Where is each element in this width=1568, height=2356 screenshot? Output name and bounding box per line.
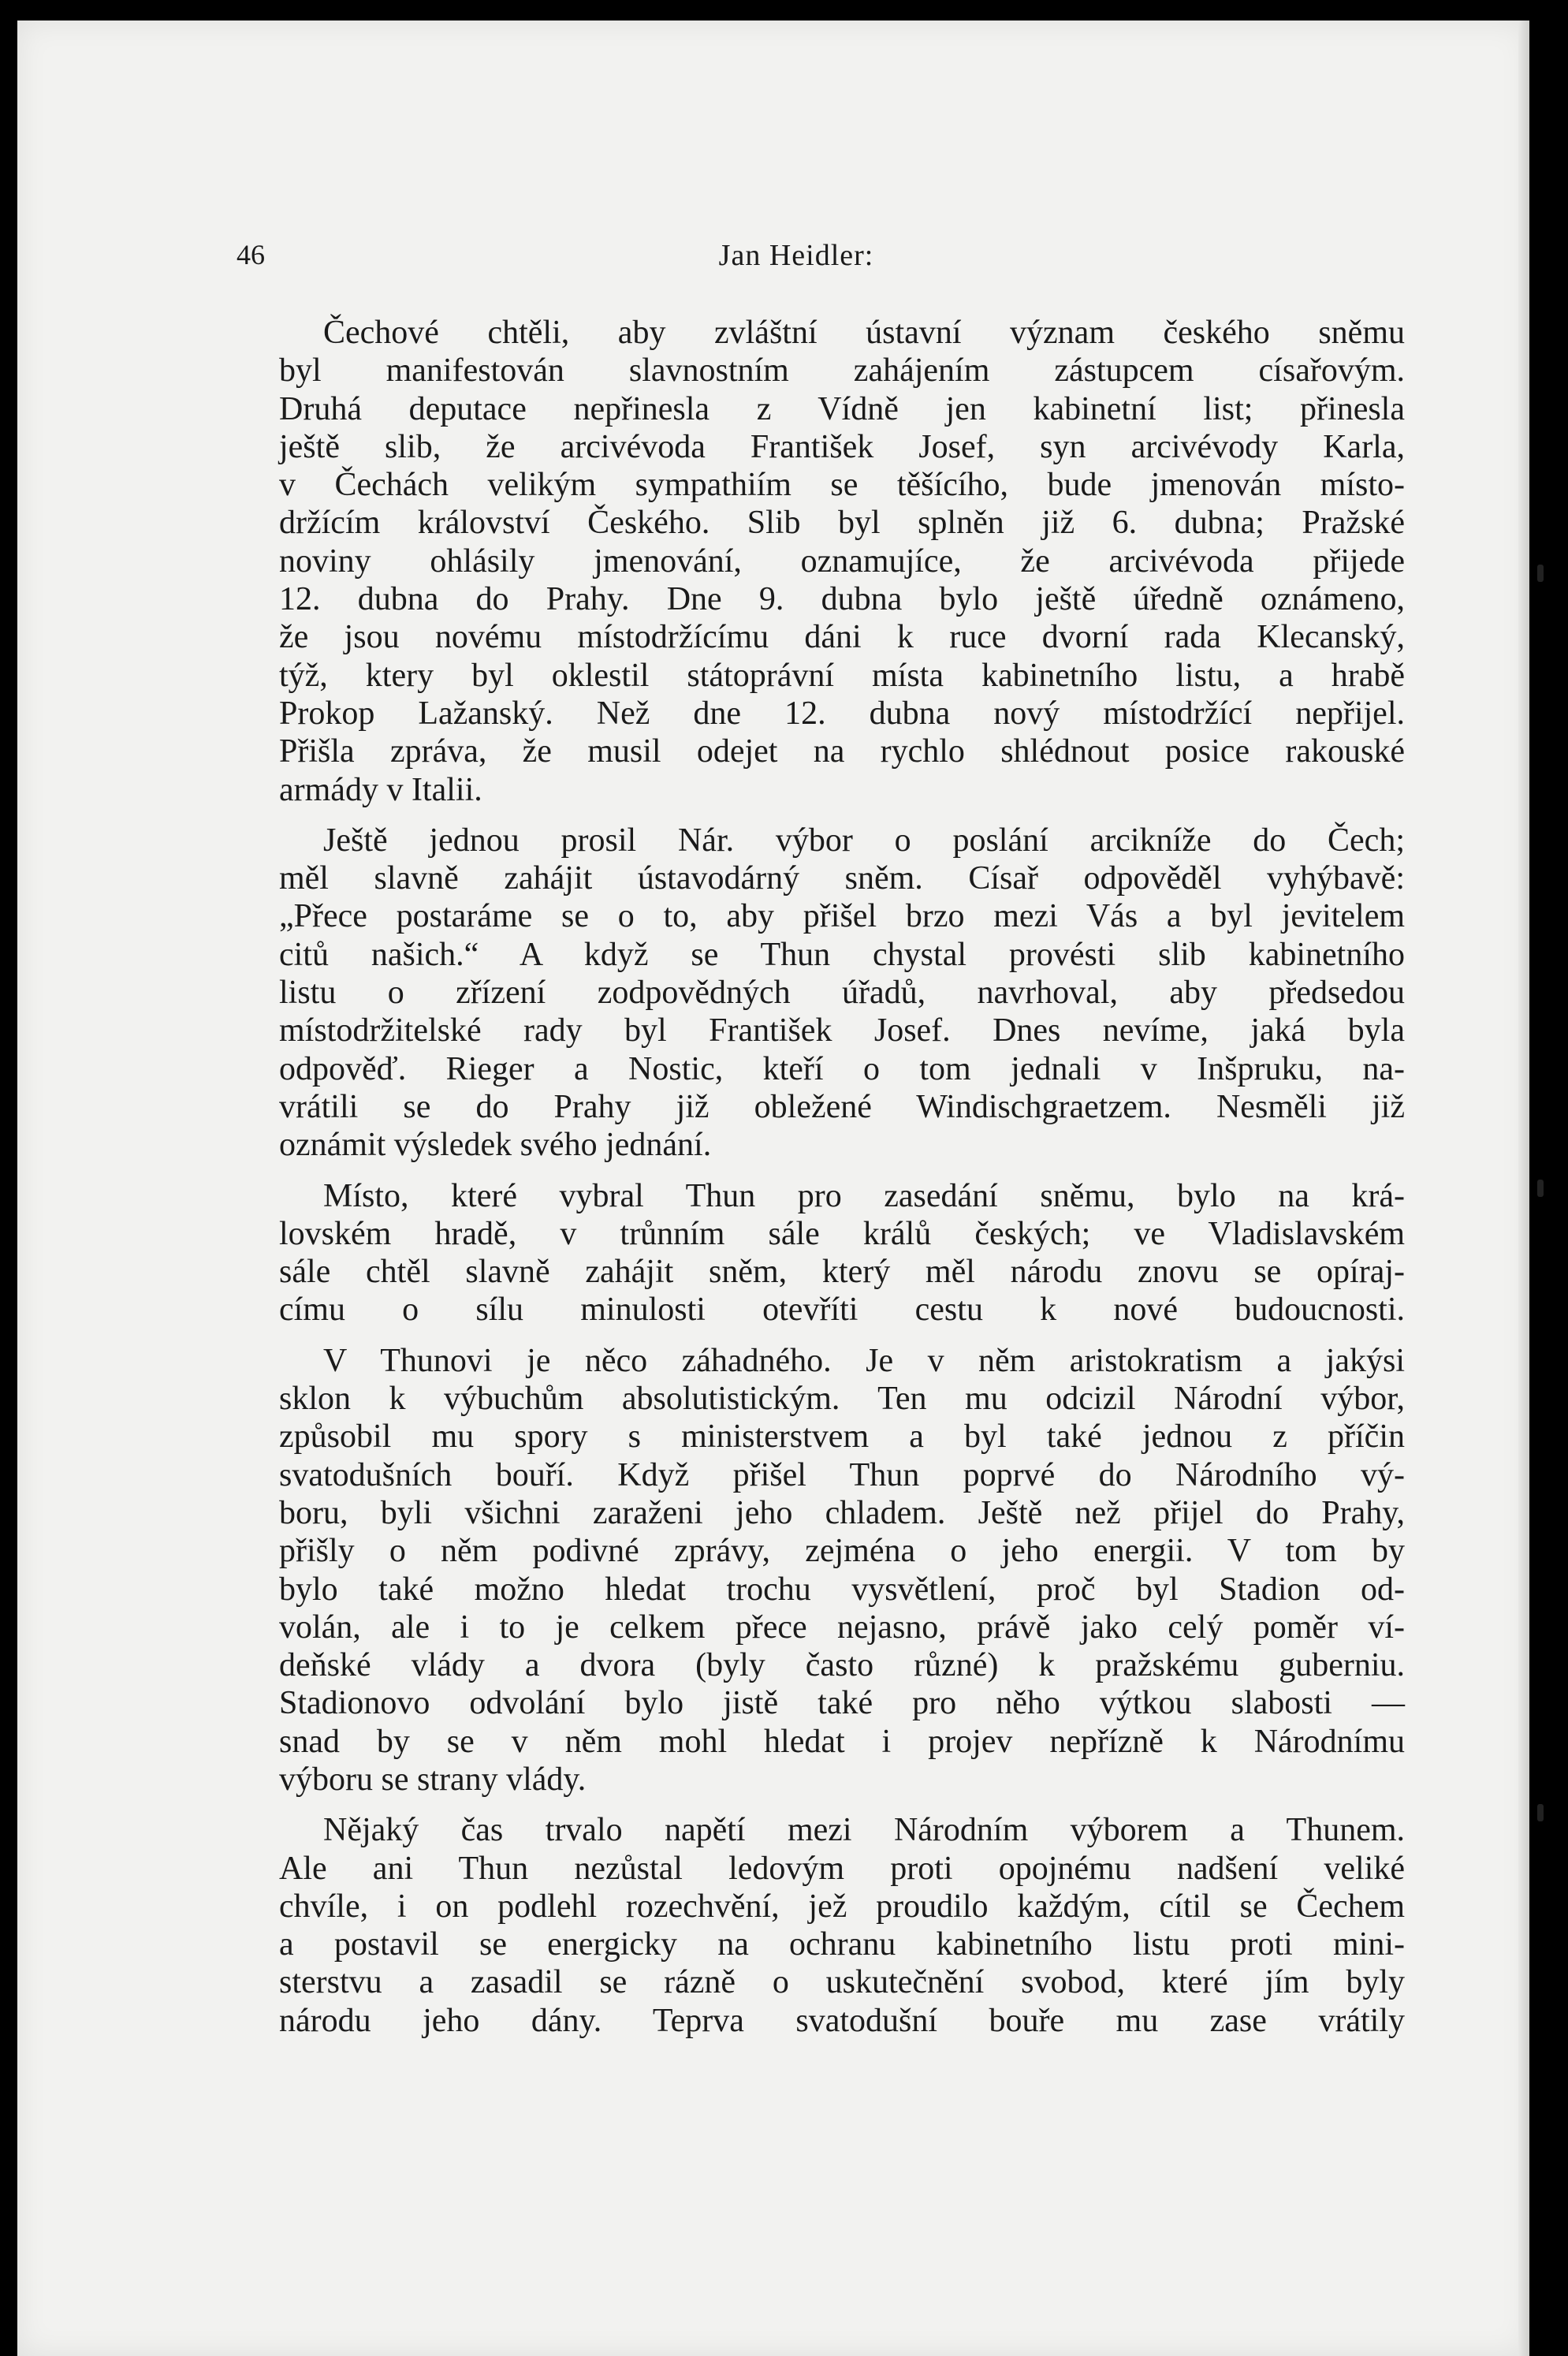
- text-line: deňské vlády a dvora (byly často různé) k pražskému guberniu.: [279, 1647, 1405, 1684]
- text-line: bylo také možno hledat trochu vysvětlení, proč byl Stadion od-: [279, 1571, 1405, 1608]
- text-line: týž, ktery byl oklestil státoprávní místa kabinetního listu, a hrabě: [279, 657, 1405, 694]
- text-line: oznámit výsledek svého jednání.: [279, 1127, 712, 1164]
- text-line: 12. dubna do Prahy. Dne 9. dubna bylo ještě úředně oznámeno,: [279, 581, 1405, 618]
- text-line: snad by se v něm mohl hledat i projev nepřízně k Národnímu: [279, 1723, 1405, 1760]
- text-line: boru, byli všichni zaraženi jeho chladem. Ještě než přijel do Prahy,: [279, 1494, 1405, 1531]
- text-line: armády v Italii.: [279, 771, 482, 808]
- running-head: Jan Heidler:: [718, 239, 874, 272]
- paragraph-2: [279, 822, 1405, 1165]
- text-line: sále chtěl slavně zahájit sněm, který měl národu znovu se opíraj-: [279, 1254, 1405, 1291]
- margin-mark: [1537, 1180, 1544, 1197]
- paragraph-5: [279, 1811, 1405, 2040]
- paragraph-3: [279, 1177, 1405, 1329]
- paragraph-1: [279, 314, 1405, 809]
- text-line: měl slavně zahájit ústavodárný sněm. Císař odpověděl vyhýbavě:: [279, 860, 1405, 897]
- text-line: citů našich.“ A když se Thun chystal provésti slib kabinetního: [279, 936, 1405, 973]
- text-line: způsobil mu spory s ministerstvem a byl také jednou z příčin: [279, 1418, 1405, 1456]
- paragraph-4: [279, 1342, 1405, 1799]
- text-line: listu o zřízení zodpovědných úřadů, navrhoval, aby předsedou: [279, 975, 1405, 1012]
- text-line: lovském hradě, v trůnním sále králů českých; ve Vladislavském: [279, 1215, 1405, 1252]
- text-line: Ještě jednou prosil Nár. výbor o poslání arcikníže do Čech;: [323, 822, 1405, 859]
- text-line: Přišla zpráva, že musil odejet na rychlo shlédnout posice rakouské: [279, 733, 1405, 770]
- text-line: Stadionovo odvolání bylo jistě také pro něho výtkou slabosti —: [279, 1685, 1405, 1722]
- text-line: „Přece postaráme se o to, aby přišel brzo mezi Vás a byl jevitelem: [279, 898, 1405, 935]
- text-line: Místo, které vybral Thun pro zasedání sněmu, bylo na krá-: [323, 1177, 1405, 1214]
- body-text: [279, 314, 1405, 2040]
- text-line: ještě slib, že arcivévoda František Josef, syn arcivévody Karla,: [279, 428, 1405, 465]
- text-line: chvíle, i on podlehl rozechvění, jež proudilo každým, cítil se Čechem: [279, 1888, 1405, 1925]
- text-line: držícím království Českého. Slib byl splněn již 6. dubna; Pražské: [279, 505, 1405, 542]
- text-line: Druhá deputace nepřinesla z Vídně jen kabinetní list; přinesla: [279, 390, 1405, 427]
- text-line: Prokop Lažanský. Než dne 12. dubna nový místodržící nepřijel.: [279, 695, 1405, 732]
- book-page: [17, 21, 1529, 2356]
- text-line: címu o sílu minulosti otevříti cestu k nové budoucnosti.: [279, 1292, 1405, 1329]
- text-line: Nějaký čas trvalo napětí mezi Národním výborem a Thunem.: [323, 1812, 1405, 1849]
- text-line: že jsou novému místodržícímu dáni k ruce dvorní rada Klecanský,: [279, 619, 1405, 656]
- text-line: vrátili se do Prahy již obležené Windischgraetzem. Nesměli již: [279, 1088, 1405, 1125]
- text-line: Čechové chtěli, aby zvláštní ústavní význam českého sněmu: [323, 315, 1405, 351]
- page-edge: [1518, 21, 1529, 2356]
- text-line: přišly o něm podivné zprávy, zejména o jeho energii. V tom by: [279, 1533, 1405, 1570]
- text-line: výboru se strany vlády.: [279, 1761, 587, 1798]
- margin-mark: [1537, 1804, 1544, 1821]
- text-line: sklon k výbuchům absolutistickým. Ten mu odcizil Národní výbor,: [279, 1381, 1405, 1418]
- text-line: místodržitelské rady byl František Josef. Dnes nevíme, jaká byla: [279, 1012, 1405, 1049]
- page-header: [237, 238, 1356, 285]
- text-line: volán, ale i to je celkem přece nejasno, právě jako celý poměr ví-: [279, 1609, 1405, 1646]
- text-line: odpověď. Rieger a Nostic, kteří o tom jednali v Inšpruku, na-: [279, 1050, 1405, 1087]
- text-line: byl manifestován slavnostním zahájením zástupcem císařovým.: [279, 352, 1405, 390]
- page-number: 46: [237, 239, 265, 270]
- text-line: svatodušních bouří. Když přišel Thun poprvé do Národního vý-: [279, 1456, 1405, 1493]
- text-line: sterstvu a zasadil se rázně o uskutečnění svobod, které jím byly: [279, 1964, 1405, 2001]
- margin-mark: [1537, 565, 1544, 582]
- text-line: a postavil se energicky na ochranu kabinetního listu proti mini-: [279, 1926, 1405, 1963]
- text-line: Ale ani Thun nezůstal ledovým proti opojnému nadšení veliké: [279, 1850, 1405, 1887]
- text-line: národu jeho dány. Teprva svatodušní bouře mu zase vrátily: [279, 2002, 1405, 2039]
- text-line: V Thunovi je něco záhadného. Je v něm aristokratism a jakýsi: [323, 1342, 1405, 1379]
- text-line: noviny ohlásily jmenování, oznamujíce, že arcivévoda přijede: [279, 542, 1405, 580]
- text-line: v Čechách velikým sympathiím se těšícího, bude jmenován místo-: [279, 467, 1405, 504]
